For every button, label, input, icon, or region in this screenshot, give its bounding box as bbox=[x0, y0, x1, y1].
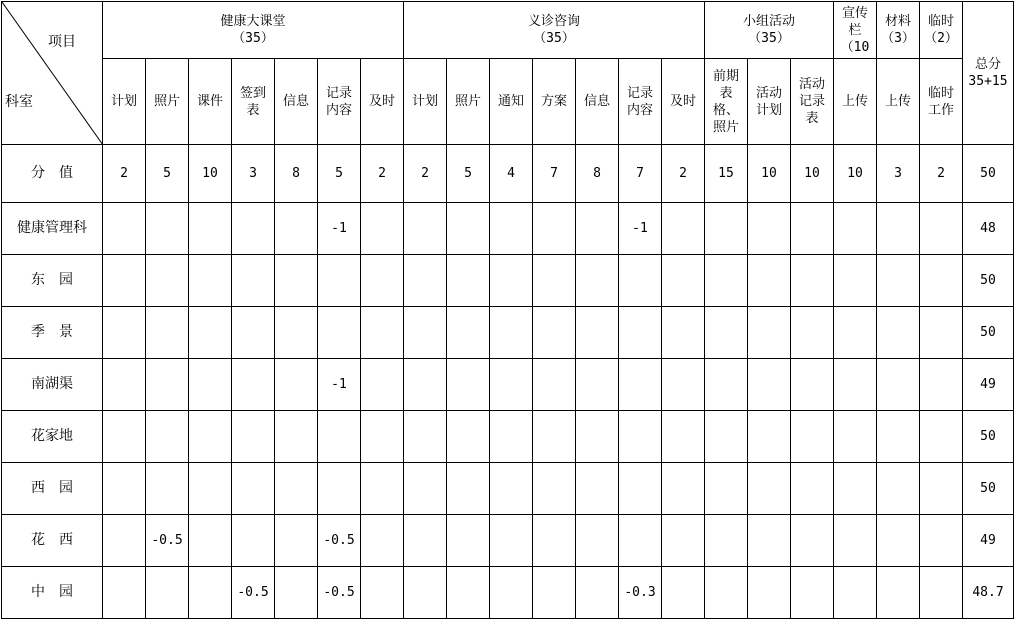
deduction-cell bbox=[705, 307, 748, 359]
deduction-cell bbox=[103, 359, 146, 411]
deduction-cell bbox=[748, 203, 791, 255]
deduction-cell bbox=[662, 255, 705, 307]
deduction-cell bbox=[189, 307, 232, 359]
corner-top-label: 项目 bbox=[48, 34, 76, 50]
deduction-cell bbox=[232, 411, 275, 463]
deduction-cell bbox=[834, 567, 877, 619]
deduction-cell bbox=[361, 411, 404, 463]
subcolumn-header: 上传 bbox=[834, 59, 877, 145]
table-row bbox=[2, 359, 1014, 411]
subcolumn-header: 及时 bbox=[361, 59, 404, 145]
deduction-cell bbox=[619, 359, 662, 411]
department-name: 花 西 bbox=[2, 515, 103, 567]
deduction-cell bbox=[619, 515, 662, 567]
deduction-cell bbox=[705, 463, 748, 515]
deduction-cell bbox=[447, 359, 490, 411]
score-value-cell: 5 bbox=[318, 145, 361, 203]
deduction-cell bbox=[748, 255, 791, 307]
subcolumn-header: 活动记录表 bbox=[791, 59, 834, 145]
department-name: 西 园 bbox=[2, 463, 103, 515]
deduction-cell bbox=[748, 411, 791, 463]
deduction-cell bbox=[877, 203, 920, 255]
deduction-cell bbox=[232, 515, 275, 567]
subcolumn-header: 信息 bbox=[576, 59, 619, 145]
deduction-cell bbox=[232, 359, 275, 411]
deduction-cell: -0.3 bbox=[619, 567, 662, 619]
deduction-cell bbox=[920, 307, 963, 359]
department-name: 中 园 bbox=[2, 567, 103, 619]
score-value-cell: 10 bbox=[748, 145, 791, 203]
deduction-cell bbox=[877, 515, 920, 567]
score-value-cell: 2 bbox=[404, 145, 447, 203]
score-table bbox=[1, 1, 1014, 619]
deduction-cell bbox=[404, 411, 447, 463]
deduction-cell: -1 bbox=[318, 359, 361, 411]
table-row bbox=[2, 463, 1014, 515]
department-name: 东 园 bbox=[2, 255, 103, 307]
deduction-cell bbox=[189, 255, 232, 307]
group-header-health-class: 健康大课堂 （35） bbox=[103, 2, 404, 59]
score-value-cell: 2 bbox=[920, 145, 963, 203]
deduction-cell bbox=[791, 255, 834, 307]
deduction-cell bbox=[275, 463, 318, 515]
subcolumn-header: 课件 bbox=[189, 59, 232, 145]
deduction-cell: -0.5 bbox=[318, 567, 361, 619]
deduction-cell bbox=[834, 203, 877, 255]
deduction-cell bbox=[103, 411, 146, 463]
deduction-cell bbox=[490, 203, 533, 255]
corner-header bbox=[2, 2, 103, 145]
deduction-cell bbox=[662, 411, 705, 463]
deduction-cell bbox=[103, 463, 146, 515]
deduction-cell bbox=[619, 255, 662, 307]
deduction-cell bbox=[576, 411, 619, 463]
deduction-cell bbox=[146, 203, 189, 255]
table-row bbox=[2, 411, 1014, 463]
deduction-cell bbox=[748, 307, 791, 359]
deduction-cell bbox=[877, 463, 920, 515]
deduction-cell bbox=[748, 567, 791, 619]
table-row bbox=[2, 203, 1014, 255]
deduction-cell bbox=[232, 463, 275, 515]
score-value-cell: 7 bbox=[619, 145, 662, 203]
score-value-cell: 10 bbox=[791, 145, 834, 203]
department-total: 48 bbox=[963, 203, 1014, 255]
deduction-cell bbox=[103, 307, 146, 359]
score-row-label: 分 值 bbox=[2, 145, 103, 203]
deduction-cell bbox=[576, 307, 619, 359]
deduction-cell bbox=[576, 515, 619, 567]
score-value-cell: 10 bbox=[189, 145, 232, 203]
deduction-cell bbox=[920, 411, 963, 463]
deduction-cell bbox=[705, 411, 748, 463]
subcolumn-header: 照片 bbox=[447, 59, 490, 145]
deduction-cell bbox=[146, 359, 189, 411]
deduction-cell bbox=[834, 255, 877, 307]
deduction-cell bbox=[490, 463, 533, 515]
deduction-cell bbox=[318, 411, 361, 463]
deduction-cell bbox=[791, 307, 834, 359]
deduction-cell bbox=[705, 255, 748, 307]
deduction-cell bbox=[404, 359, 447, 411]
deduction-cell bbox=[361, 203, 404, 255]
deduction-cell bbox=[318, 255, 361, 307]
deduction-cell bbox=[361, 515, 404, 567]
deduction-cell bbox=[576, 203, 619, 255]
deduction-cell bbox=[447, 567, 490, 619]
deduction-cell bbox=[748, 359, 791, 411]
deduction-cell bbox=[748, 463, 791, 515]
deduction-cell bbox=[877, 255, 920, 307]
deduction-cell bbox=[920, 567, 963, 619]
table-row bbox=[2, 567, 1014, 619]
department-name: 南湖渠 bbox=[2, 359, 103, 411]
deduction-cell bbox=[361, 463, 404, 515]
deduction-cell bbox=[232, 203, 275, 255]
deduction-cell bbox=[834, 411, 877, 463]
deduction-cell: -0.5 bbox=[146, 515, 189, 567]
subcolumn-header: 计划 bbox=[404, 59, 447, 145]
deduction-cell bbox=[705, 567, 748, 619]
deduction-cell bbox=[533, 411, 576, 463]
deduction-cell bbox=[404, 515, 447, 567]
deduction-cell bbox=[189, 567, 232, 619]
subcolumn-header: 计划 bbox=[103, 59, 146, 145]
deduction-cell bbox=[447, 463, 490, 515]
deduction-cell bbox=[791, 203, 834, 255]
deduction-cell bbox=[103, 515, 146, 567]
deduction-cell bbox=[361, 567, 404, 619]
deduction-cell bbox=[447, 515, 490, 567]
deduction-cell bbox=[533, 463, 576, 515]
deduction-cell bbox=[447, 307, 490, 359]
score-value-cell: 10 bbox=[834, 145, 877, 203]
subcolumn-header: 活动计划 bbox=[748, 59, 791, 145]
deduction-cell bbox=[920, 203, 963, 255]
department-name: 健康管理科 bbox=[2, 203, 103, 255]
deduction-cell bbox=[576, 567, 619, 619]
department-total: 50 bbox=[963, 255, 1014, 307]
deduction-cell bbox=[447, 411, 490, 463]
deduction-cell bbox=[791, 463, 834, 515]
deduction-cell bbox=[791, 411, 834, 463]
deduction-cell bbox=[877, 411, 920, 463]
deduction-cell bbox=[404, 203, 447, 255]
subcolumn-header: 前期表格、照片 bbox=[705, 59, 748, 145]
deduction-cell bbox=[662, 567, 705, 619]
deduction-cell bbox=[834, 515, 877, 567]
deduction-cell bbox=[662, 515, 705, 567]
deduction-cell bbox=[877, 307, 920, 359]
deduction-cell bbox=[189, 463, 232, 515]
score-value-cell: 4 bbox=[490, 145, 533, 203]
deduction-cell bbox=[619, 307, 662, 359]
subcolumn-header: 通知 bbox=[490, 59, 533, 145]
table-row bbox=[2, 255, 1014, 307]
deduction-cell bbox=[146, 411, 189, 463]
subcolumn-header: 上传 bbox=[877, 59, 920, 145]
diagonal-line bbox=[2, 2, 103, 145]
deduction-cell bbox=[533, 359, 576, 411]
deduction-cell bbox=[533, 515, 576, 567]
deduction-cell bbox=[361, 307, 404, 359]
deduction-cell bbox=[361, 359, 404, 411]
deduction-cell bbox=[791, 359, 834, 411]
deduction-cell bbox=[791, 567, 834, 619]
department-total: 50 bbox=[963, 307, 1014, 359]
score-value-cell: 2 bbox=[662, 145, 705, 203]
deduction-cell bbox=[576, 359, 619, 411]
score-value-cell: 15 bbox=[705, 145, 748, 203]
total-header: 总分 35+15 bbox=[963, 2, 1014, 145]
deduction-cell bbox=[533, 567, 576, 619]
deduction-cell bbox=[877, 359, 920, 411]
corner-bottom-label: 科室 bbox=[5, 94, 33, 110]
department-total: 49 bbox=[963, 359, 1014, 411]
deduction-cell: -0.5 bbox=[318, 515, 361, 567]
deduction-cell bbox=[920, 463, 963, 515]
deduction-cell bbox=[576, 255, 619, 307]
deduction-cell bbox=[834, 359, 877, 411]
deduction-cell bbox=[834, 307, 877, 359]
subcolumn-header: 照片 bbox=[146, 59, 189, 145]
subcolumn-header: 及时 bbox=[662, 59, 705, 145]
deduction-cell bbox=[275, 567, 318, 619]
score-value-cell: 7 bbox=[533, 145, 576, 203]
department-total: 48.7 bbox=[963, 567, 1014, 619]
deduction-cell bbox=[146, 307, 189, 359]
deduction-cell bbox=[404, 307, 447, 359]
score-value-cell: 5 bbox=[447, 145, 490, 203]
deduction-cell bbox=[361, 255, 404, 307]
deduction-cell bbox=[490, 515, 533, 567]
subcolumn-header: 记录内容 bbox=[619, 59, 662, 145]
deduction-cell bbox=[189, 515, 232, 567]
deduction-cell bbox=[705, 203, 748, 255]
deduction-cell bbox=[275, 411, 318, 463]
deduction-cell bbox=[834, 463, 877, 515]
table-row bbox=[2, 307, 1014, 359]
score-value-cell: 3 bbox=[877, 145, 920, 203]
department-name: 季 景 bbox=[2, 307, 103, 359]
deduction-cell bbox=[576, 463, 619, 515]
deduction-cell bbox=[318, 307, 361, 359]
score-value-cell: 3 bbox=[232, 145, 275, 203]
subcolumn-header: 方案 bbox=[533, 59, 576, 145]
deduction-cell bbox=[662, 307, 705, 359]
deduction-cell bbox=[189, 411, 232, 463]
score-value-cell: 8 bbox=[275, 145, 318, 203]
deduction-cell bbox=[533, 307, 576, 359]
subcolumn-header: 信息 bbox=[275, 59, 318, 145]
deduction-cell bbox=[490, 307, 533, 359]
deduction-cell bbox=[533, 255, 576, 307]
group-header-group-activity: 小组活动 （35） bbox=[705, 2, 834, 59]
deduction-cell bbox=[275, 515, 318, 567]
group-header-billboard: 宣传栏 （10 bbox=[834, 2, 877, 59]
department-total: 50 bbox=[963, 463, 1014, 515]
deduction-cell bbox=[232, 255, 275, 307]
subcolumn-header: 临时工作 bbox=[920, 59, 963, 145]
deduction-cell bbox=[275, 203, 318, 255]
subcolumn-header: 记录内容 bbox=[318, 59, 361, 145]
deduction-cell bbox=[705, 515, 748, 567]
deduction-cell bbox=[404, 463, 447, 515]
group-header-materials: 材料 （3） bbox=[877, 2, 920, 59]
deduction-cell bbox=[662, 463, 705, 515]
score-value-cell: 8 bbox=[576, 145, 619, 203]
deduction-cell bbox=[490, 411, 533, 463]
deduction-cell bbox=[877, 567, 920, 619]
department-name: 花家地 bbox=[2, 411, 103, 463]
deduction-cell bbox=[748, 515, 791, 567]
score-value-cell: 2 bbox=[103, 145, 146, 203]
deduction-cell bbox=[533, 203, 576, 255]
deduction-cell bbox=[275, 255, 318, 307]
deduction-cell bbox=[232, 307, 275, 359]
deduction-cell bbox=[189, 359, 232, 411]
deduction-cell bbox=[490, 255, 533, 307]
table-row bbox=[2, 515, 1014, 567]
group-header-temporary: 临时 （2） bbox=[920, 2, 963, 59]
deduction-cell bbox=[103, 203, 146, 255]
deduction-cell bbox=[318, 463, 361, 515]
score-value-cell: 2 bbox=[361, 145, 404, 203]
deduction-cell bbox=[920, 515, 963, 567]
deduction-cell bbox=[189, 203, 232, 255]
subcolumn-header: 签到表 bbox=[232, 59, 275, 145]
deduction-cell bbox=[275, 307, 318, 359]
group-header-clinic-consult: 义诊咨询 （35） bbox=[404, 2, 705, 59]
deduction-cell bbox=[275, 359, 318, 411]
deduction-cell bbox=[103, 567, 146, 619]
deduction-cell bbox=[490, 359, 533, 411]
deduction-cell bbox=[791, 515, 834, 567]
deduction-cell: -1 bbox=[619, 203, 662, 255]
deduction-cell bbox=[619, 411, 662, 463]
deduction-cell bbox=[705, 359, 748, 411]
deduction-cell bbox=[619, 463, 662, 515]
deduction-cell bbox=[103, 255, 146, 307]
deduction-cell bbox=[447, 255, 490, 307]
deduction-cell bbox=[490, 567, 533, 619]
deduction-cell bbox=[920, 359, 963, 411]
department-total: 50 bbox=[963, 411, 1014, 463]
deduction-cell bbox=[146, 463, 189, 515]
score-value-cell: 5 bbox=[146, 145, 189, 203]
deduction-cell: -0.5 bbox=[232, 567, 275, 619]
deduction-cell: -1 bbox=[318, 203, 361, 255]
deduction-cell bbox=[662, 359, 705, 411]
deduction-cell bbox=[146, 255, 189, 307]
deduction-cell bbox=[920, 255, 963, 307]
deduction-cell bbox=[447, 203, 490, 255]
department-total: 49 bbox=[963, 515, 1014, 567]
score-total-cell: 50 bbox=[963, 145, 1014, 203]
deduction-cell bbox=[146, 567, 189, 619]
deduction-cell bbox=[662, 203, 705, 255]
deduction-cell bbox=[404, 567, 447, 619]
deduction-cell bbox=[404, 255, 447, 307]
